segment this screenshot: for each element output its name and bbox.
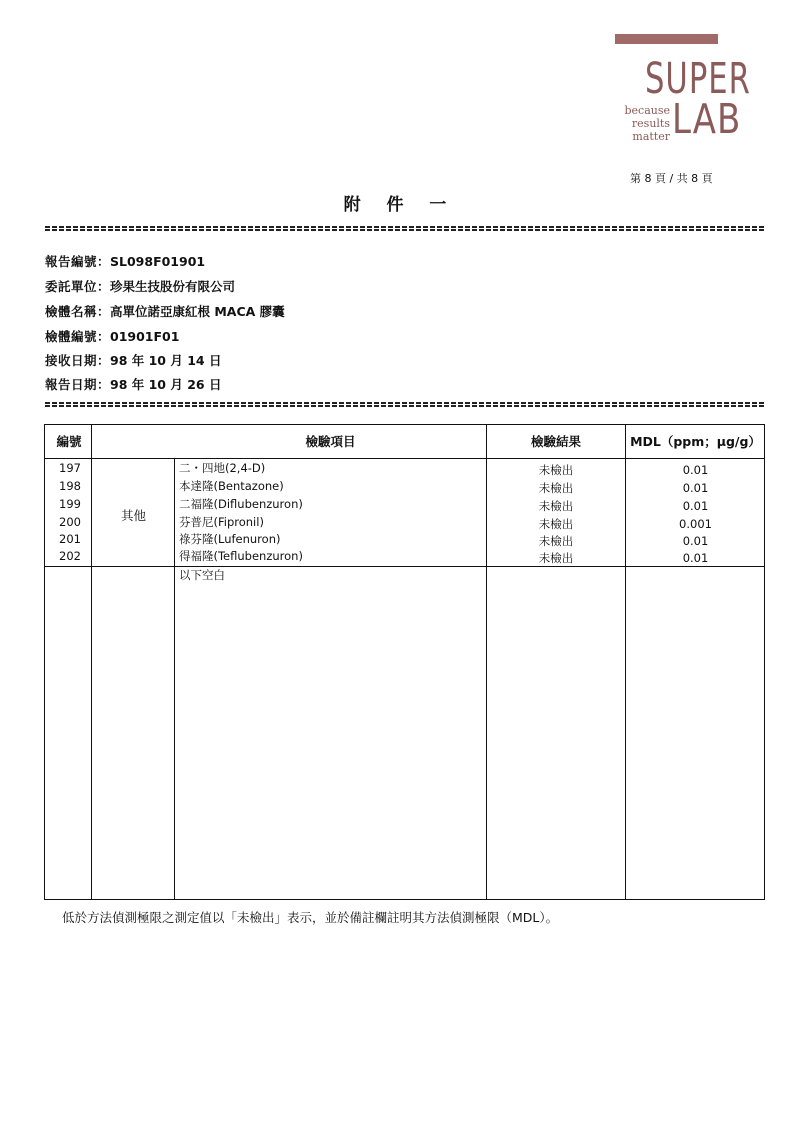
header-mdl: MDL（ppm；µg/g） bbox=[630, 434, 761, 449]
table-column-divider bbox=[174, 459, 175, 900]
info-sample-number bbox=[45, 329, 179, 345]
row-result: 未檢出 bbox=[538, 551, 574, 565]
info-report-number bbox=[45, 254, 205, 270]
row-item: 芬普尼(Fipronil) bbox=[179, 515, 264, 529]
info-label: 檢體名稱： bbox=[45, 304, 111, 319]
row-mdl: 0.01 bbox=[682, 481, 709, 495]
header-number: 編號 bbox=[56, 434, 82, 449]
info-value: 珍果生技股份有限公司 bbox=[110, 279, 236, 294]
row-result: 未檢出 bbox=[538, 517, 574, 531]
row-number: 199 bbox=[59, 497, 81, 511]
table-header-divider bbox=[44, 458, 765, 459]
row-mdl: 0.01 bbox=[682, 551, 709, 565]
info-report-date bbox=[45, 377, 221, 393]
category-label: 其他 bbox=[120, 508, 146, 523]
row-item: 得福隆(Teflubenzuron) bbox=[179, 549, 303, 563]
logo-tagline-line: results bbox=[631, 117, 670, 130]
row-result: 未檢出 bbox=[538, 463, 574, 477]
info-label: 檢體編號： bbox=[45, 329, 111, 344]
footer-note: 低於方法偵測極限之測定值以「未檢出」表示，並於備註欄註明其方法偵測極限（MDL）。 bbox=[62, 910, 559, 925]
info-value: 高單位諾亞康紅根 MACA 膠囊 bbox=[110, 304, 285, 319]
row-item: 二・四地(2,4-D) bbox=[179, 461, 266, 475]
document-title: 附 件 一 bbox=[343, 195, 457, 215]
info-label: 報告編號： bbox=[45, 254, 111, 269]
row-mdl: 0.001 bbox=[679, 517, 712, 531]
row-result: 未檢出 bbox=[538, 534, 574, 548]
info-value: SL098F01901 bbox=[110, 254, 206, 269]
logo-bar bbox=[615, 34, 718, 44]
info-client bbox=[45, 279, 235, 295]
row-number: 200 bbox=[59, 515, 81, 529]
info-received-date bbox=[45, 353, 221, 369]
logo-tagline-line: because bbox=[624, 104, 670, 117]
double-dashed-rule bbox=[45, 402, 765, 404]
page-number: 第 8 頁 / 共 8 頁 bbox=[630, 172, 713, 185]
row-result: 未檢出 bbox=[538, 481, 574, 495]
row-item: 二福隆(Diflubenzuron) bbox=[179, 497, 303, 511]
header-test-item: 檢驗項目 bbox=[305, 434, 356, 449]
info-value: 98 年 10 月 14 日 bbox=[110, 353, 222, 368]
row-mdl: 0.01 bbox=[682, 534, 709, 548]
info-label: 接收日期： bbox=[45, 353, 111, 368]
info-value: 98 年 10 月 26 日 bbox=[110, 377, 222, 392]
info-value: 01901F01 bbox=[110, 329, 180, 344]
row-mdl: 0.01 bbox=[682, 499, 709, 513]
row-result: 未檢出 bbox=[538, 499, 574, 513]
logo-word-super: SUPER bbox=[645, 54, 751, 104]
row-item: 本達隆(Bentazone) bbox=[179, 479, 284, 493]
double-dashed-rule bbox=[45, 226, 765, 228]
row-number: 201 bbox=[59, 532, 81, 546]
info-label: 委託單位： bbox=[45, 279, 111, 294]
logo-tagline bbox=[614, 104, 670, 143]
end-of-table-note: 以下空白 bbox=[179, 568, 225, 582]
row-number: 197 bbox=[59, 461, 81, 475]
info-sample-name bbox=[45, 304, 285, 320]
info-label: 報告日期： bbox=[45, 377, 111, 392]
logo-word-lab: LAB bbox=[672, 96, 742, 144]
row-mdl: 0.01 bbox=[682, 463, 709, 477]
header-result: 檢驗結果 bbox=[530, 434, 581, 449]
row-number: 198 bbox=[59, 479, 81, 493]
logo-tagline-line: matter bbox=[632, 130, 670, 143]
row-item: 祿芬隆(Lufenuron) bbox=[179, 532, 281, 546]
row-number: 202 bbox=[59, 549, 81, 563]
